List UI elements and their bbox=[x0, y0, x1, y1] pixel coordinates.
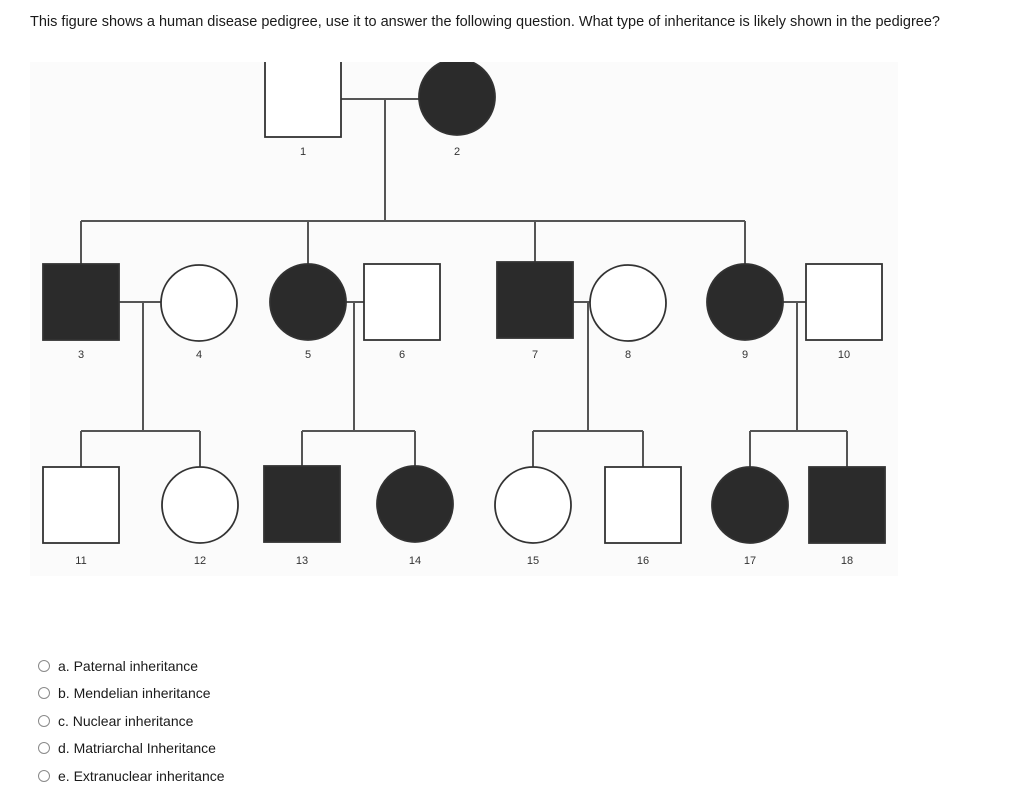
individual-number: 1 bbox=[299, 146, 307, 158]
individual-number: 10 bbox=[837, 349, 851, 361]
affected-female-circle-17 bbox=[712, 467, 788, 543]
unaffected-male-square-16 bbox=[605, 467, 681, 543]
option-label: b. Mendelian inheritance bbox=[58, 685, 211, 702]
affected-female-circle-5 bbox=[270, 264, 346, 340]
option-label: d. Matriarchal Inheritance bbox=[58, 740, 216, 757]
radio-button[interactable] bbox=[38, 687, 50, 699]
individual-number: 12 bbox=[193, 555, 207, 567]
option-a[interactable] bbox=[38, 652, 225, 680]
individual-number: 14 bbox=[408, 555, 422, 567]
unaffected-male-square-11 bbox=[43, 467, 119, 543]
individual-number: 17 bbox=[743, 555, 757, 567]
radio-button[interactable] bbox=[38, 742, 50, 754]
option-b[interactable] bbox=[38, 680, 225, 708]
affected-male-square-7 bbox=[497, 262, 573, 338]
unaffected-female-circle-8 bbox=[590, 265, 666, 341]
individual-number: 18 bbox=[840, 555, 854, 567]
unaffected-male-square-10 bbox=[806, 264, 882, 340]
answer-options bbox=[38, 652, 225, 790]
question-text: This figure shows a human disease pedigree, use it to answer the following question. What type of inheritance is likely shown in the pedigree? bbox=[30, 14, 940, 30]
individual-number: 13 bbox=[295, 555, 309, 567]
affected-female-circle-2 bbox=[419, 62, 495, 135]
pedigree-symbols bbox=[43, 62, 885, 543]
individual-number: 15 bbox=[526, 555, 540, 567]
option-c[interactable] bbox=[38, 707, 225, 735]
option-label: a. Paternal inheritance bbox=[58, 657, 199, 674]
affected-male-square-13 bbox=[264, 466, 340, 542]
option-d[interactable] bbox=[38, 735, 225, 763]
affected-male-square-3 bbox=[43, 264, 119, 340]
pedigree-figure bbox=[30, 62, 898, 576]
unaffected-female-circle-15 bbox=[495, 467, 571, 543]
individual-number: 3 bbox=[77, 349, 85, 361]
unaffected-female-circle-12 bbox=[162, 467, 238, 543]
option-label: e. Extranuclear inheritance bbox=[58, 767, 225, 784]
radio-button[interactable] bbox=[38, 715, 50, 727]
pedigree-diagram bbox=[30, 62, 898, 576]
affected-female-circle-14 bbox=[377, 466, 453, 542]
unaffected-male-square-1 bbox=[265, 62, 341, 137]
option-label: c. Nuclear inheritance bbox=[58, 712, 194, 729]
radio-button[interactable] bbox=[38, 770, 50, 782]
individual-number: 16 bbox=[636, 555, 650, 567]
affected-female-circle-9 bbox=[707, 264, 783, 340]
individual-number: 7 bbox=[531, 349, 539, 361]
affected-male-square-18 bbox=[809, 467, 885, 543]
unaffected-male-square-6 bbox=[364, 264, 440, 340]
individual-number: 5 bbox=[304, 349, 312, 361]
individual-number: 8 bbox=[624, 349, 632, 361]
option-e[interactable] bbox=[38, 762, 225, 790]
radio-button[interactable] bbox=[38, 660, 50, 672]
individual-number: 9 bbox=[741, 349, 749, 361]
individual-number: 6 bbox=[398, 349, 406, 361]
individual-number: 4 bbox=[195, 349, 203, 361]
individual-number: 2 bbox=[453, 146, 461, 158]
individual-number: 11 bbox=[75, 555, 87, 567]
unaffected-female-circle-4 bbox=[161, 265, 237, 341]
